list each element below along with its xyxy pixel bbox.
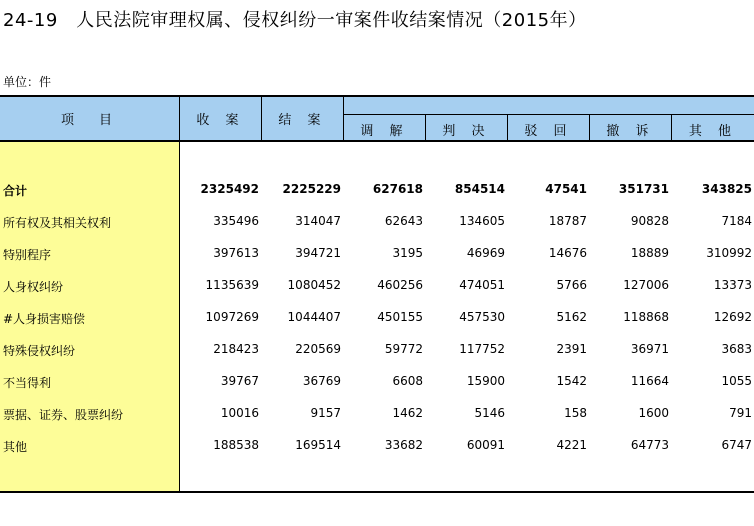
table-cell: 627618 bbox=[372, 182, 423, 196]
table-cell: 10016 bbox=[220, 406, 259, 420]
table-cell: 188538 bbox=[213, 438, 259, 452]
table-cell: 4221 bbox=[556, 438, 587, 452]
unit-label: 单位：件 bbox=[3, 75, 52, 89]
table-cell: 1097269 bbox=[205, 310, 259, 324]
table-cell: 218423 bbox=[213, 342, 259, 356]
row-label: 特殊侵权纠纷 bbox=[3, 344, 76, 358]
table-cell: 2325492 bbox=[200, 182, 259, 196]
table-cell: 6747 bbox=[721, 438, 752, 452]
table-cell: 6608 bbox=[392, 374, 423, 388]
table-cell: 1055 bbox=[721, 374, 752, 388]
table-row bbox=[0, 374, 754, 394]
table-cell: 14676 bbox=[548, 246, 587, 260]
table-cell: 18787 bbox=[548, 214, 587, 228]
table-cell: 47541 bbox=[545, 182, 587, 196]
table-cell: 397613 bbox=[213, 246, 259, 260]
table-cell: 854514 bbox=[454, 182, 505, 196]
table-cell: 127006 bbox=[623, 278, 669, 292]
table-cell: 36971 bbox=[630, 342, 669, 356]
table-cell: 59772 bbox=[384, 342, 423, 356]
table-cell: 62643 bbox=[384, 214, 423, 228]
row-label: 特别程序 bbox=[3, 248, 52, 262]
row-label: 合计 bbox=[3, 184, 28, 198]
table-cell: 18889 bbox=[630, 246, 669, 260]
table-cell: 1600 bbox=[638, 406, 669, 420]
header-rejected: 驳 回 bbox=[524, 124, 573, 139]
header-bottom-border bbox=[0, 140, 754, 142]
table-cell: 39767 bbox=[220, 374, 259, 388]
row-label: 人身权纠纷 bbox=[3, 280, 64, 294]
table-cell: 36769 bbox=[302, 374, 341, 388]
row-label: 其他 bbox=[3, 440, 28, 454]
table-cell: 64773 bbox=[630, 438, 669, 452]
row-label: 不当得利 bbox=[3, 376, 52, 390]
header-withdrawn: 撤 诉 bbox=[606, 124, 655, 139]
table-cell: 450155 bbox=[377, 310, 423, 324]
table-cell: 3195 bbox=[392, 246, 423, 260]
table-cell: 343825 bbox=[701, 182, 752, 196]
table-bottom-border bbox=[0, 491, 754, 493]
table-cell: 1080452 bbox=[287, 278, 341, 292]
header-concluded: 结 案 bbox=[278, 113, 327, 128]
page-title: 24-19 人民法院审理权属、侵权纠纷一审案件收结案情况（2015年） bbox=[3, 10, 587, 31]
table-cell: 1044407 bbox=[287, 310, 341, 324]
table-cell: 5162 bbox=[556, 310, 587, 324]
table-row bbox=[0, 406, 754, 426]
table-cell: 220569 bbox=[295, 342, 341, 356]
table-cell: 2391 bbox=[556, 342, 587, 356]
row-label: 票据、证券、股票纠纷 bbox=[3, 408, 124, 422]
table-cell: 117752 bbox=[459, 342, 505, 356]
table-cell: 90828 bbox=[630, 214, 669, 228]
table-cell: 13373 bbox=[713, 278, 752, 292]
table-row bbox=[0, 342, 754, 362]
table-cell: 335496 bbox=[213, 214, 259, 228]
table-row bbox=[0, 278, 754, 298]
subheader-divider bbox=[343, 114, 754, 115]
table-cell: 33682 bbox=[384, 438, 423, 452]
table-cell: 7184 bbox=[721, 214, 752, 228]
table-cell: 394721 bbox=[295, 246, 341, 260]
table-cell: 791 bbox=[729, 406, 752, 420]
header-received: 收 案 bbox=[196, 113, 245, 128]
table-cell: 60091 bbox=[466, 438, 505, 452]
table-cell: 3683 bbox=[721, 342, 752, 356]
table-row bbox=[0, 182, 754, 202]
table-top-border bbox=[0, 95, 754, 97]
table-cell: 1462 bbox=[392, 406, 423, 420]
header-item: 项 目 bbox=[60, 113, 118, 128]
row-label: #人身损害赔偿 bbox=[3, 312, 86, 326]
table-cell: 134605 bbox=[459, 214, 505, 228]
table-cell: 9157 bbox=[310, 406, 341, 420]
table-cell: 15900 bbox=[466, 374, 505, 388]
table-cell: 310992 bbox=[706, 246, 752, 260]
table-cell: 460256 bbox=[377, 278, 423, 292]
table-cell: 2225229 bbox=[282, 182, 341, 196]
header-judgment: 判 决 bbox=[442, 124, 491, 139]
table-cell: 1135639 bbox=[205, 278, 259, 292]
table-cell: 169514 bbox=[295, 438, 341, 452]
table-row bbox=[0, 246, 754, 266]
data-table bbox=[0, 95, 754, 493]
table-row bbox=[0, 310, 754, 330]
table-cell: 457530 bbox=[459, 310, 505, 324]
table-cell: 158 bbox=[564, 406, 587, 420]
table-cell: 12692 bbox=[713, 310, 752, 324]
table-cell: 46969 bbox=[466, 246, 505, 260]
table-cell: 474051 bbox=[459, 278, 505, 292]
header-other: 其 他 bbox=[688, 124, 738, 139]
row-label: 所有权及其相关权利 bbox=[3, 216, 112, 230]
table-cell: 1542 bbox=[556, 374, 587, 388]
table-row bbox=[0, 214, 754, 234]
table-row bbox=[0, 438, 754, 458]
table-cell: 5766 bbox=[556, 278, 587, 292]
table-cell: 314047 bbox=[295, 214, 341, 228]
header-mediation: 调 解 bbox=[360, 124, 409, 139]
table-cell: 118868 bbox=[623, 310, 669, 324]
table-cell: 11664 bbox=[630, 374, 669, 388]
table-cell: 351731 bbox=[618, 182, 669, 196]
table-cell: 5146 bbox=[474, 406, 505, 420]
